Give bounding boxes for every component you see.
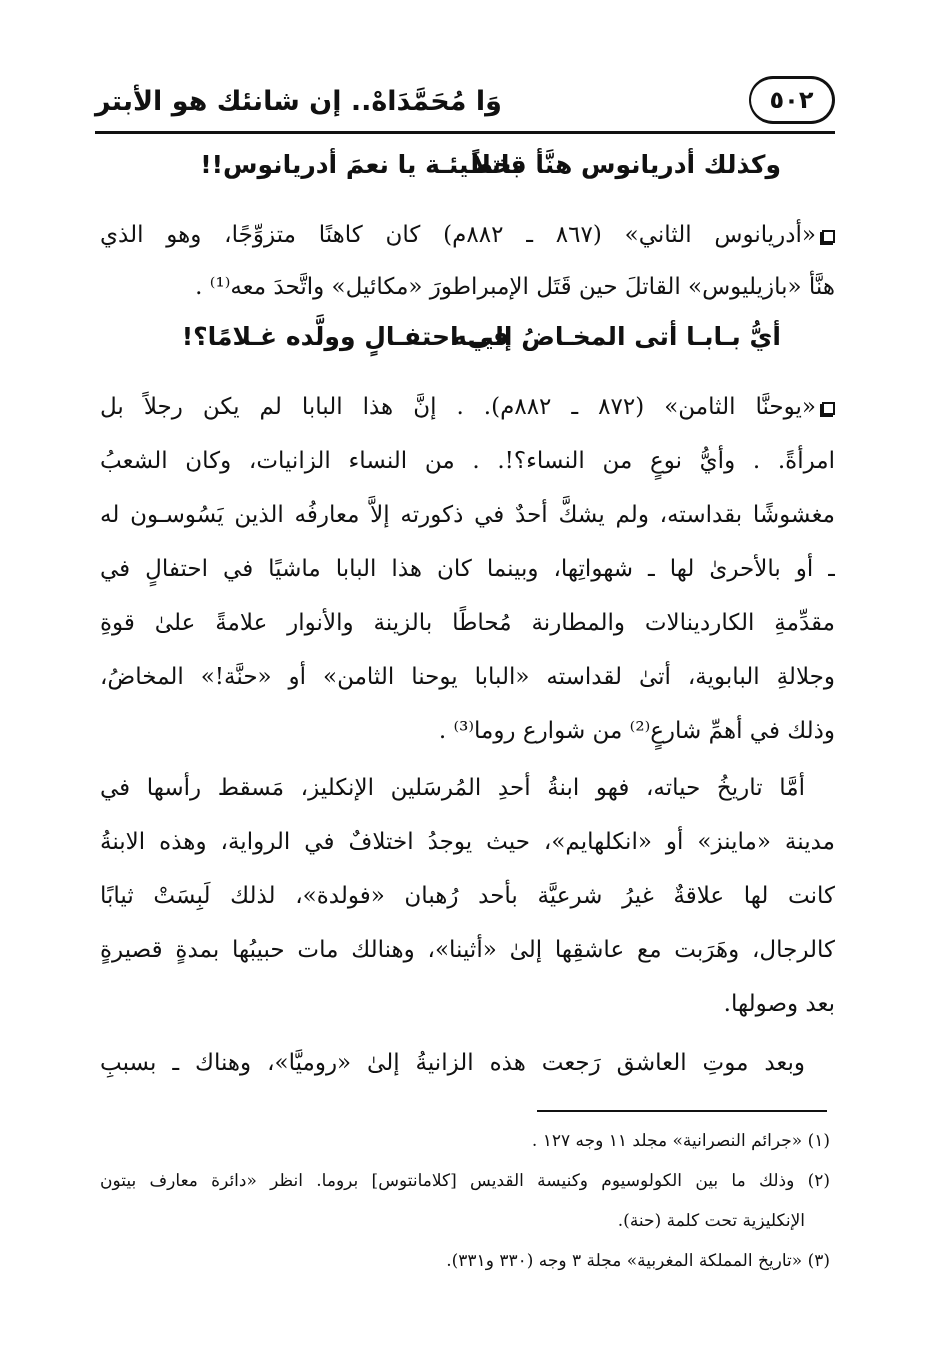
footnote-1: (١) «جرائم النصرانية» مجلد ١١ وجه ١٢٧ .	[531, 1131, 830, 1151]
paragraph-4-line-1: وبعد موتِ العاشق رَجعت هذه الزانيةُ إلىٰ «روميَّا»، وهناك ـ بسببِ	[100, 1050, 805, 1076]
paragraph-3-line-4: كالرجال، وهَرَبت مع عاشقِها إلىٰ «أثينا»، وهنالك مات حبيبُها بمدةٍ قصيرةٍ	[100, 937, 835, 963]
paragraph-3-line-1: أمَّا تاريخُ حياته، فهو ابنةُ أحدِ المُرسَلين الإنكليز، مَسقط رأسها في	[100, 775, 805, 801]
verse2-hemistich-right: أيُّ بـابـا أتى المخـاضُ إليــه	[452, 322, 781, 351]
verse1-hemistich-right: وكذلك أدريانوس هنَّأ قاتلاً	[472, 150, 781, 179]
running-header	[95, 76, 835, 134]
footnote-2-line-1: (٢) وذلك ما بين الكولوسيوم وكنيسة القديس [كلامانتوس] بروما. انظر «دائرة معارف بيتون	[100, 1171, 830, 1191]
page-number: ٥٠٢	[749, 76, 835, 124]
paragraph-1-line-1: «أدريانوس الثاني» (٨٦٧ ـ ٨٨٢م) كان كاهنًا متزوِّجًا، وهو الذي	[100, 210, 835, 260]
footnote-rule	[537, 1110, 827, 1112]
paragraph-2-line-2: امرأةً. . وأيُّ نوعٍ من النساء؟!. . من النساء الزانيات، وكان الشعبُ	[100, 448, 835, 474]
paragraph-3-line-3: كانت لها علاقةٌ غيرُ شرعيَّة بأحد رُهبان «فولدة»، لذلك لَبِسَتْ ثيابًا	[100, 883, 835, 909]
paragraph-3-line-5: بعد وصولها.	[723, 991, 835, 1017]
paragraph-2-line-7: وذلك في أهمِّ شارعٍ⁽²⁾ من شوارع روما⁽³⁾ .	[438, 718, 835, 744]
paragraph-2-line-1: «يوحنَّا الثامن» (٨٧٢ ـ ٨٨٢م). . إنَّ هذا البابا لم يكن رجلاً بل	[100, 382, 835, 432]
paragraph-2-line-4: ـ أو بالأحرىٰ لها ـ شهواتِها، وبينما كان هذا البابا ماشيًا في احتفالٍ في	[100, 556, 835, 582]
header-rule	[95, 131, 835, 134]
footnote-2-line-2: الإنكليزية تحت كلمة (حنة).	[617, 1211, 805, 1231]
square-marker-icon	[822, 230, 835, 243]
paragraph-2-line-6: وجلالةِ البابوية، أتىٰ لقداسته «البابا يوحنا الثامن» أو «حنَّة!» المخاضُ،	[100, 664, 835, 690]
paragraph-2-line-3: مغشوشًا بقداسته، ولم يشكَّ أحدٌ في ذكورته إلاَّ معارفُه الذين يَسُوسـون له	[100, 502, 835, 528]
paragraph-2-line-5: مقدِّمةِ الكاردينالات والمطارنة مُحاطًا بالزينة والأنوار علامةً علىٰ قوةِ	[100, 610, 835, 636]
running-title: وَا مُحَمَّدَاهْ.. إن شانئك هو الأبتر	[95, 86, 502, 117]
verse2-hemistich-left: في احتفـالٍ وولَّده غـلامًا؟!	[181, 322, 509, 351]
paragraph-3-line-2: مدينة «ماينز» أو «انكلهايم»، حيث يوجدُ اختلافٌ في الرواية، وهذه الابنةُ	[100, 829, 835, 855]
square-marker-icon	[822, 402, 835, 415]
verse1-hemistich-left: بخطيئـة يا نعمَ أدريانوس!!	[200, 150, 521, 179]
footnote-3: (٣) «تاريخ المملكة المغربية» مجلة ٣ وجه (٣٣٠ و٣٣١).	[446, 1251, 830, 1271]
paragraph-1-line-2: هنَّأ «بازيليوس» القاتلَ حين قَتَل الإمبراطورَ «مكائيل» واتَّحدَ معه⁽¹⁾ .	[195, 274, 835, 300]
